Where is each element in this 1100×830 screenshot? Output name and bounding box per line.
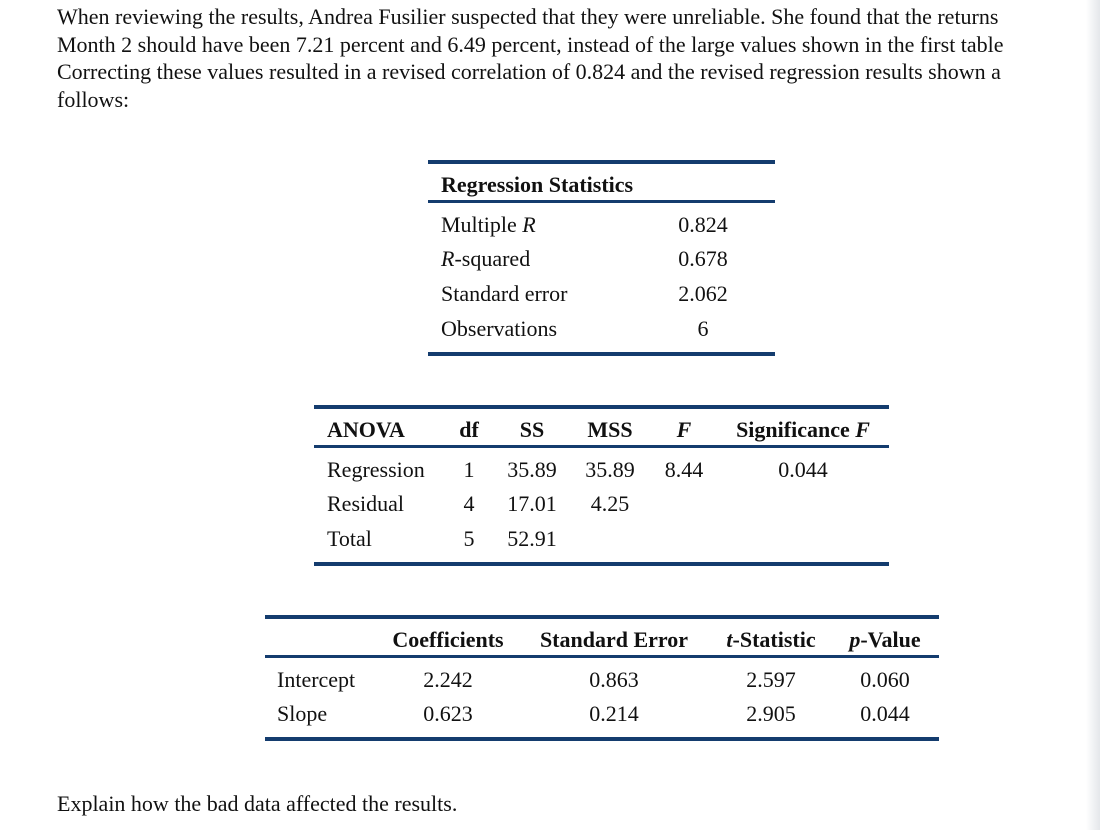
intro-line: Correcting these values resulted in a revised correlation of 0.824 and the revised regression results shown a — [57, 59, 1001, 84]
question-text: Explain how the bad data affected the results. — [57, 791, 458, 816]
anova-source-residual: Residual — [327, 491, 404, 516]
anova-f: 8.44 — [664, 457, 704, 482]
table-header-rule — [428, 200, 775, 203]
table-bottom-rule — [265, 737, 939, 741]
intro-paragraph — [57, 3, 1100, 113]
anova-ss: 17.01 — [507, 491, 557, 516]
table-bottom-rule — [428, 352, 775, 356]
intro-line: follows: — [57, 86, 130, 112]
coef-header-coefficients: Coefficients — [392, 627, 504, 652]
anova-header-f: F — [676, 417, 692, 442]
coef-standard-error: 0.214 — [589, 701, 639, 726]
anova-significance-f: 0.044 — [778, 457, 828, 482]
table-bottom-rule — [314, 562, 889, 566]
table-header-rule — [314, 445, 889, 448]
stat-value-multiple-r: 0.824 — [678, 212, 728, 237]
stat-label-multiple-r: Multiple R — [441, 212, 536, 237]
intro-line: Month 2 should have been 7.21 percent and 6.49 percent, instead of the large values shown in the first table — [57, 31, 1004, 57]
regression-statistics-header: Regression Statistics — [441, 172, 634, 197]
table-top-rule — [265, 615, 939, 619]
anova-header-df: df — [459, 417, 479, 442]
anova-df: 1 — [463, 457, 475, 482]
anova-header-mss: MSS — [587, 417, 633, 442]
coef-header-p-value: p-Value — [849, 627, 921, 652]
anova-source-total: Total — [327, 526, 372, 551]
stat-value-observations: 6 — [697, 316, 709, 341]
anova-df: 5 — [463, 526, 475, 551]
coef-label-intercept: Intercept — [277, 667, 356, 692]
stat-value-standard-error: 2.062 — [678, 281, 728, 306]
coef-label-slope: Slope — [277, 701, 328, 726]
anova-mss: 35.89 — [585, 457, 635, 482]
scroll-edge-shadow — [1086, 0, 1100, 830]
table-header-rule — [265, 655, 939, 658]
coef-p-value: 0.060 — [860, 667, 910, 692]
anova-header-source: ANOVA — [327, 417, 405, 442]
anova-header-ss: SS — [519, 417, 545, 442]
coef-value: 2.242 — [423, 667, 473, 692]
table-top-rule — [314, 405, 889, 409]
coef-header-t-statistic: t-Statistic — [726, 627, 816, 652]
stat-label-r-squared: R-squared — [441, 246, 531, 271]
intro-line: When reviewing the results, Andrea Fusilier suspected that they were unreliable. She found that the returns — [57, 4, 999, 29]
stat-label-observations: Observations — [441, 316, 558, 341]
coef-value: 0.623 — [423, 701, 473, 726]
coef-p-value: 0.044 — [860, 701, 910, 726]
anova-header-significance-f: Significance F — [736, 417, 870, 442]
anova-ss: 35.89 — [507, 457, 557, 482]
stat-value-r-squared: 0.678 — [678, 246, 728, 271]
anova-df: 4 — [463, 491, 475, 516]
coef-t-statistic: 2.597 — [746, 667, 796, 692]
stat-label-standard-error: Standard error — [441, 281, 568, 306]
coef-standard-error: 0.863 — [589, 667, 639, 692]
table-top-rule — [428, 160, 775, 164]
anova-mss: 4.25 — [590, 491, 630, 516]
coef-header-standard-error: Standard Error — [539, 627, 689, 652]
anova-source-regression: Regression — [327, 457, 425, 482]
coef-t-statistic: 2.905 — [746, 701, 796, 726]
anova-ss: 52.91 — [507, 526, 557, 551]
